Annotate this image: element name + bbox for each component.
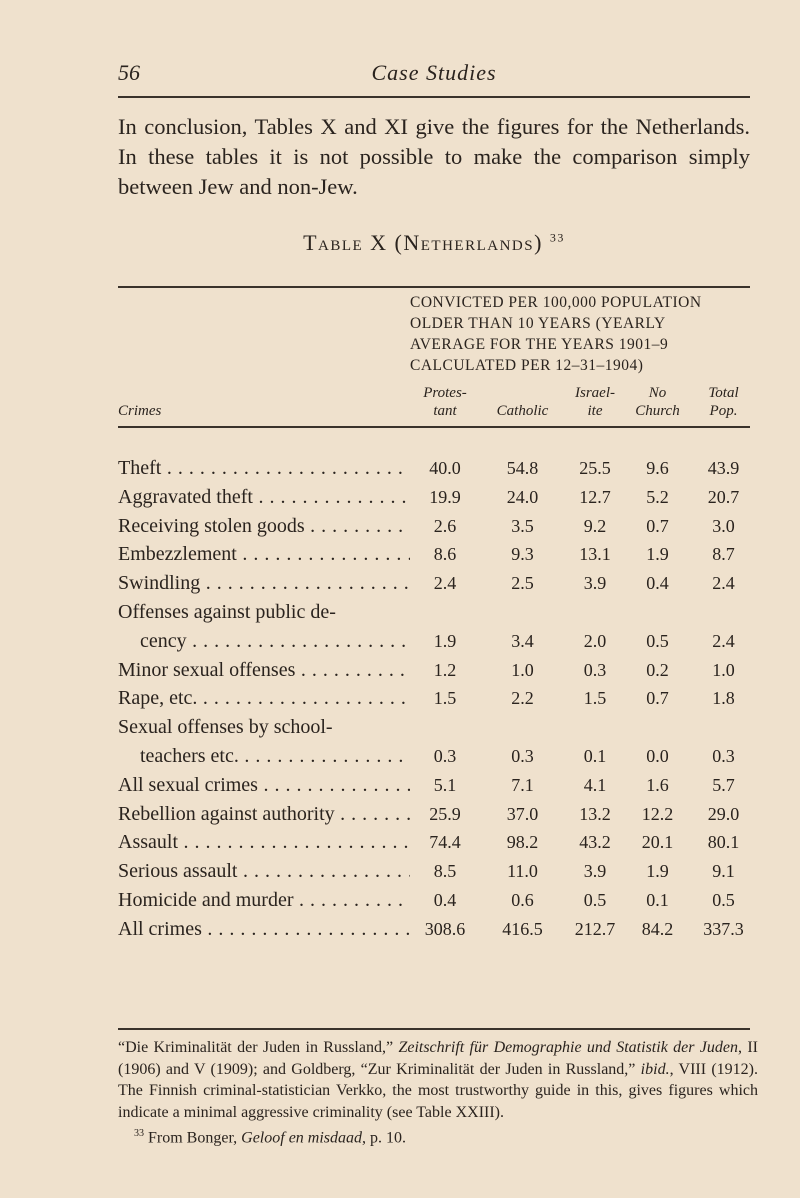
spanner-line: OLDER THAN 10 YEARS (YEARLY <box>410 315 666 332</box>
table-row <box>118 483 758 512</box>
row-label <box>118 915 410 944</box>
cell-value: 0.3 <box>583 659 607 680</box>
cell-value: 3.5 <box>511 515 534 536</box>
cell-value: 0.7 <box>646 688 669 709</box>
cell-value: 8.5 <box>433 861 457 882</box>
cell-value: 3.0 <box>712 515 735 536</box>
col-header-line: Catholic <box>496 403 549 419</box>
cell-value: 24.0 <box>506 486 539 507</box>
table-row <box>118 915 758 944</box>
row-label-text: Embezzlement <box>118 543 237 566</box>
cell-value: 0.4 <box>433 889 457 910</box>
footnotes <box>118 1037 758 1149</box>
row-label <box>118 656 410 685</box>
page-number: 56 <box>118 60 140 85</box>
cell-value: 29.0 <box>707 803 740 824</box>
table-row <box>118 713 758 742</box>
cell-value: 0.2 <box>646 659 669 680</box>
row-header-crimes: Crimes <box>118 403 162 419</box>
col-header-protestant <box>410 384 480 420</box>
row-label <box>118 483 410 512</box>
col-header-no-church <box>625 384 690 420</box>
table-row <box>118 857 758 886</box>
table-row <box>118 454 758 483</box>
cell-value: 0.1 <box>646 889 669 910</box>
spanner-line: CONVICTED PER 100,000 POPULATION <box>410 294 702 311</box>
row-label-text: Serious assault <box>118 860 238 883</box>
footnote-text: “Die Kriminalität der Juden in Russland,” <box>118 1039 399 1056</box>
footnote-text: , VIII (1912). The Finnish criminal-statistician Verkko, the most trustworthy guide in this, gives figures which indicate a minimal aggressive criminality (see Table XXIII). <box>118 1060 759 1121</box>
table-row <box>118 886 758 915</box>
col-header-israelite <box>565 384 625 420</box>
spanner-line: CALCULATED PER 12–31–1904) <box>410 357 644 374</box>
cell-value: 337.3 <box>703 918 744 939</box>
cell-value: 12.2 <box>641 803 674 824</box>
cell-value: 0.1 <box>583 745 607 766</box>
cell-value: 1.9 <box>646 544 669 565</box>
row-label <box>118 771 410 800</box>
row-label <box>118 800 410 829</box>
row-label-text: Homicide and murder <box>118 888 294 911</box>
col-header-line <box>480 384 565 402</box>
table-row <box>118 771 758 800</box>
spanner-line: AVERAGE FOR THE YEARS 1901–9 <box>410 336 669 353</box>
col-header-line: Israel- <box>575 385 615 401</box>
row-label-text: Sexual offenses by school- <box>118 716 333 739</box>
cell-value: 0.6 <box>511 889 534 910</box>
table-row <box>118 627 758 656</box>
row-label-text: cency <box>140 629 187 652</box>
col-header-line: Pop. <box>709 403 738 419</box>
cell-value: 0.5 <box>583 889 607 910</box>
row-label <box>118 454 410 483</box>
cell-value: 37.0 <box>506 803 539 824</box>
cell-value: 308.6 <box>424 918 466 939</box>
cell-value: 1.9 <box>646 861 669 882</box>
cell-value: 84.2 <box>641 918 674 939</box>
cell-value: 54.8 <box>506 458 539 478</box>
cell-value: 8.6 <box>433 544 457 565</box>
cell-value: 9.1 <box>712 861 735 882</box>
cell-value: 80.1 <box>707 832 740 853</box>
cell-value: 2.2 <box>511 688 534 709</box>
table-row <box>118 569 758 598</box>
row-label <box>118 512 410 541</box>
cell-value: 74.4 <box>429 832 461 853</box>
table-row <box>118 598 758 627</box>
table-title-footnote-ref: 33 <box>549 230 565 245</box>
row-label <box>118 713 410 742</box>
col-header-line: ite <box>587 403 603 419</box>
row-label <box>118 627 410 656</box>
row-label-text: Minor sexual offenses <box>118 658 296 681</box>
cell-value: 1.0 <box>511 659 534 680</box>
row-label-text: Rebellion against authority <box>118 802 335 825</box>
cell-value: 13.1 <box>579 544 611 565</box>
cell-value: 20.7 <box>707 486 740 507</box>
footnote-continued <box>118 1037 758 1123</box>
cell-value: 3.4 <box>511 630 534 651</box>
table-row <box>118 800 758 829</box>
table-row <box>118 828 758 857</box>
footnote-text: , II (1906) and V (1909); and Goldberg, “Zur Kriminalität der Juden in Russland,” <box>118 1039 759 1078</box>
cell-value: 3.9 <box>583 861 607 882</box>
col-header-line: No <box>648 385 667 401</box>
cell-value: 2.6 <box>433 515 457 536</box>
cell-value: 25.5 <box>579 458 611 478</box>
cell-value: 2.5 <box>511 573 534 594</box>
row-label-text: Aggravated theft <box>118 485 253 508</box>
footnote-ibid: ibid. <box>640 1060 670 1078</box>
table-top-rule <box>118 286 750 288</box>
cell-value: 1.9 <box>433 630 457 651</box>
cell-value: 5.2 <box>646 486 669 507</box>
row-label-text: Assault <box>118 831 178 854</box>
footnote-book-title: Geloof en misdaad <box>241 1129 363 1147</box>
col-header-line: Total <box>708 385 739 401</box>
table-title-text: Table X (Netherlands) <box>303 230 543 255</box>
cell-value: 40.0 <box>429 458 461 478</box>
cell-value: 0.3 <box>712 745 735 766</box>
col-header-line: tant <box>433 403 457 419</box>
table-body <box>118 454 758 944</box>
table-bottom-rule <box>118 1028 750 1030</box>
cell-value: 5.1 <box>433 774 457 795</box>
cell-value: 4.1 <box>583 774 607 795</box>
row-label-text: Theft <box>118 457 162 479</box>
footnote-journal: Zeitschrift für Demographie und Statistik der Juden <box>398 1039 739 1056</box>
cell-value: 0.3 <box>433 745 457 766</box>
cell-value: 2.4 <box>712 573 735 594</box>
cell-value: 25.9 <box>429 803 461 824</box>
cell-value: 9.6 <box>646 458 669 478</box>
col-header-total <box>690 384 757 420</box>
row-label <box>118 540 410 569</box>
footnote-text: , p. 10. <box>362 1129 407 1147</box>
row-label-text: All sexual crimes <box>118 773 258 796</box>
cell-value: 2.4 <box>712 630 735 651</box>
cell-value: 0.3 <box>511 745 534 766</box>
cell-value: 1.8 <box>712 688 735 709</box>
cell-value: 416.5 <box>502 918 543 939</box>
row-label <box>118 742 410 771</box>
table-row <box>118 656 758 685</box>
cell-value: 0.5 <box>712 889 735 910</box>
cell-value: 0.7 <box>646 515 669 536</box>
row-label <box>118 857 410 886</box>
running-title: Case Studies <box>371 60 497 85</box>
cell-value: 2.0 <box>583 630 607 651</box>
row-label-text: Offenses against public de- <box>118 600 336 623</box>
cell-value: 212.7 <box>574 918 616 939</box>
header-rule <box>118 96 750 98</box>
cell-value: 13.2 <box>579 803 611 824</box>
cell-value: 3.9 <box>583 573 607 594</box>
col-header-catholic <box>480 384 565 420</box>
footnote-text: From Bonger, <box>148 1129 242 1147</box>
cell-value: 12.7 <box>579 486 611 507</box>
body-paragraph: In conclusion, Tables X and XI give the figures for the Netherlands. In these tables it is not possible to make the comparison simply between Jew and non-Jew. <box>118 114 750 199</box>
cell-value: 43.9 <box>707 458 740 478</box>
table-header-rule <box>118 426 750 428</box>
table-row <box>118 742 758 771</box>
row-label <box>118 598 410 627</box>
cell-value: 20.1 <box>641 832 674 853</box>
row-label <box>118 828 410 857</box>
table-row <box>118 540 758 569</box>
cell-value: 2.4 <box>433 573 457 594</box>
cell-value: 1.0 <box>712 659 735 680</box>
cell-value: 1.5 <box>583 688 607 709</box>
cell-value: 1.6 <box>646 774 669 795</box>
footnote-mark: 33 <box>134 1128 144 1139</box>
table-row <box>118 684 758 713</box>
cell-value: 11.0 <box>507 861 538 882</box>
cell-value: 9.3 <box>511 544 534 565</box>
cell-value: 98.2 <box>506 832 539 853</box>
cell-value: 0.5 <box>646 630 669 651</box>
cell-value: 0.0 <box>646 745 669 766</box>
col-header-line: Church <box>635 403 680 419</box>
row-label-text: Rape, etc. <box>118 687 198 710</box>
row-label <box>118 569 410 598</box>
cell-value: 8.7 <box>712 544 735 565</box>
cell-value: 0.4 <box>646 573 669 594</box>
footnote-33 <box>118 1123 758 1149</box>
row-label-text: All crimes <box>118 917 202 940</box>
table-row <box>118 512 758 541</box>
table-spanner-heading <box>410 292 760 376</box>
col-header-line: Protes- <box>423 385 467 401</box>
cell-value: 1.2 <box>433 659 457 680</box>
cell-value: 5.7 <box>712 774 735 795</box>
row-label-text: teachers etc. <box>140 744 239 767</box>
cell-value: 9.2 <box>583 515 607 536</box>
row-label-text: Swindling <box>118 572 201 595</box>
row-label-text: Receiving stolen goods <box>118 514 305 537</box>
row-label <box>118 684 410 713</box>
cell-value: 7.1 <box>511 774 534 795</box>
cell-value: 1.5 <box>433 688 457 709</box>
row-label <box>118 886 410 915</box>
cell-value: 43.2 <box>579 832 611 853</box>
cell-value: 19.9 <box>429 486 461 507</box>
table-title <box>118 230 750 256</box>
